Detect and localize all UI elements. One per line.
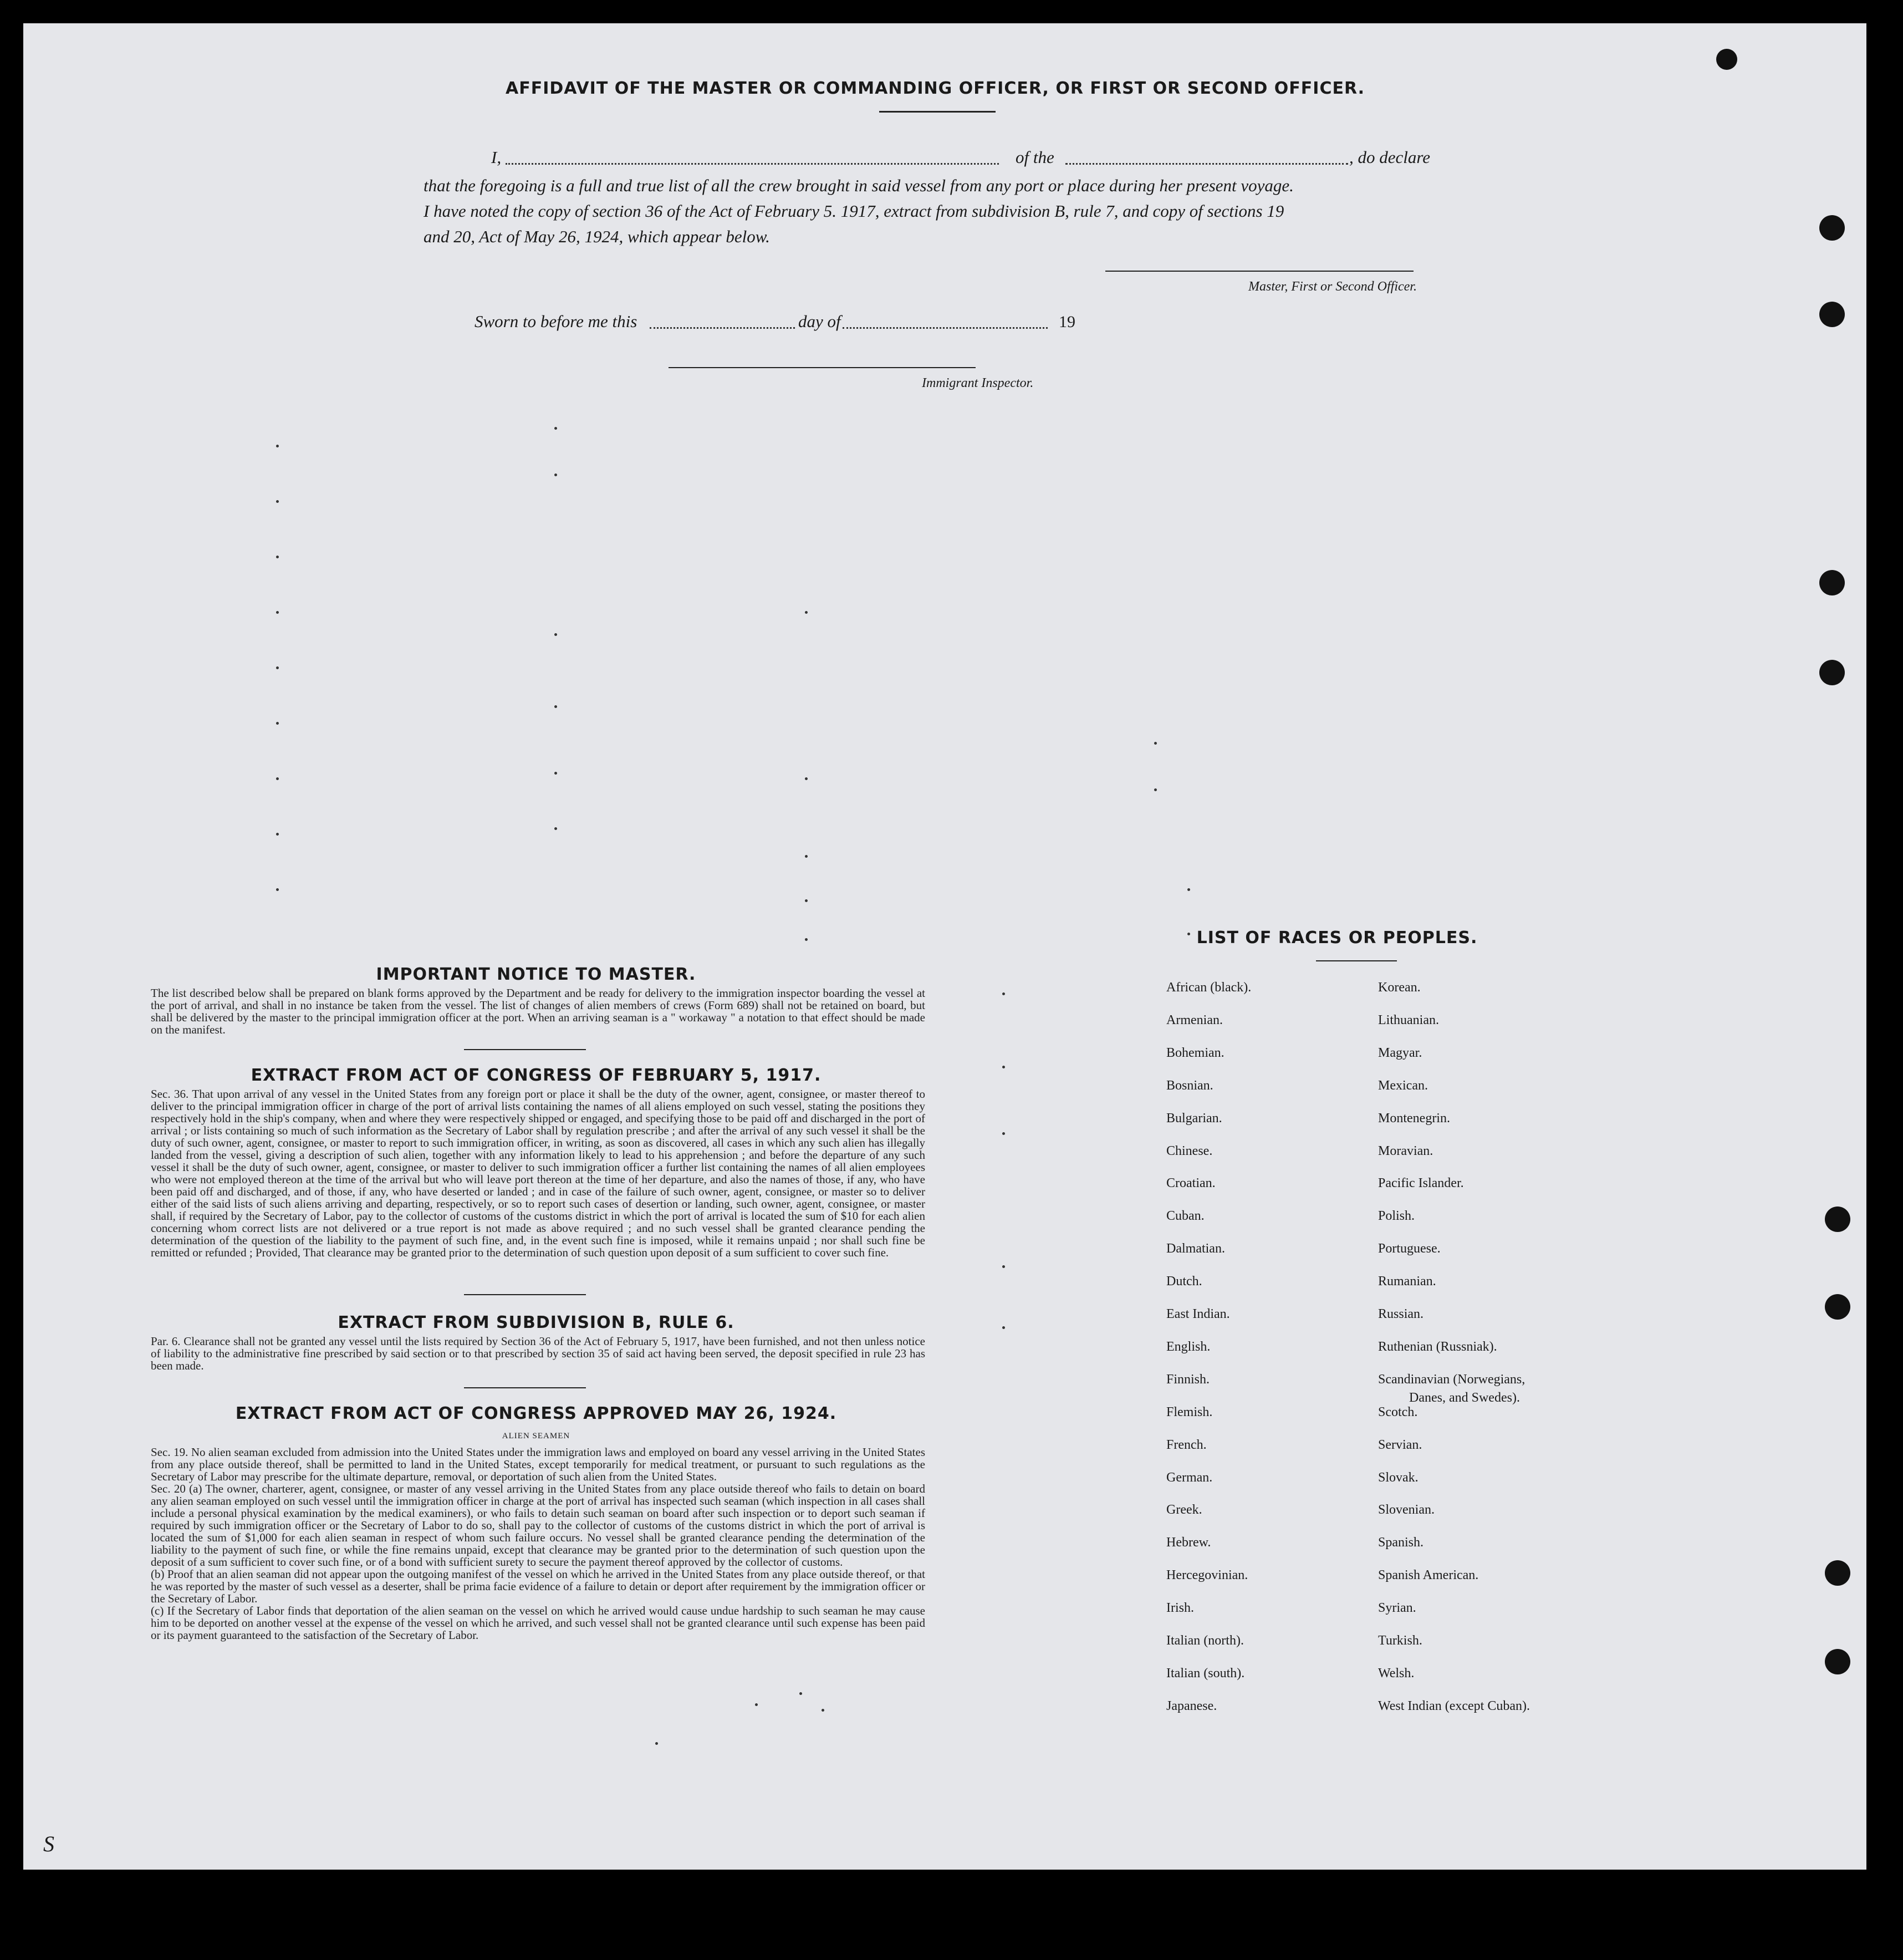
extract-rule-text: Par. 6. Clearance shall not be granted any vessel until the lists required by Section 36 of the Act of February 5, 1917, have been furnished, and not then unless notice of liability to the administrative fine prescribed by said section or to that prescribed by section 35 of said act having been served, the deposit specified in rule 23 has been made. [151,1335,925,1372]
inspector-signature-line[interactable] [669,367,976,368]
scan-speck [655,1742,658,1745]
scan-speck [276,611,279,614]
extract-rule-title: EXTRACT FROM SUBDIVISION B, RULE 6. [338,1313,734,1332]
race-item: Scotch. [1378,1404,1418,1419]
race-item: Japanese. [1166,1698,1217,1713]
scan-speck [799,1692,802,1695]
punch-hole-icon [1825,1649,1850,1674]
race-item: Polish. [1378,1209,1415,1224]
inspector-caption: Immigrant Inspector. [922,376,1034,390]
sworn-month-line[interactable] [843,327,1048,329]
punch-hole-icon [1825,1206,1850,1232]
race-item: Spanish. [1378,1535,1424,1550]
scan-speck [276,777,279,780]
race-item: Spanish American. [1378,1568,1479,1583]
race-item: Rumanian. [1378,1274,1436,1289]
race-item: Italian (north). [1166,1633,1244,1648]
race-item: Chinese. [1166,1143,1213,1158]
notice-divider [464,1049,586,1050]
scan-speck [1154,742,1157,745]
scan-speck [554,474,557,476]
sworn-label: Sworn to before me this [475,312,637,331]
punch-hole-icon [1825,1560,1850,1586]
extract-1924-body [151,1446,925,1641]
scan-speck [1002,1132,1005,1135]
race-item: Lithuanian. [1378,1012,1439,1027]
scan-speck [1002,1265,1005,1268]
race-item: Korean. [1378,980,1421,995]
races-title: LIST OF RACES OR PEOPLES. [1196,928,1478,948]
race-item: Syrian. [1378,1601,1416,1616]
scan-speck [805,938,808,941]
race-item: Bosnian. [1166,1078,1213,1093]
punch-hole-icon [1825,1294,1850,1320]
extract-1917-divider [464,1294,586,1295]
scan-speck [554,705,557,708]
race-item: Hercegovinian. [1166,1568,1248,1583]
master-signature-caption: Master, First or Second Officer. [1248,279,1417,294]
sworn-day-line[interactable] [650,327,795,329]
race-item: Portuguese. [1378,1241,1441,1256]
scan-speck [554,427,557,430]
race-item: Magyar. [1378,1045,1422,1060]
race-item: Greek. [1166,1503,1202,1518]
title-underline [879,111,996,113]
scan-speck [822,1709,824,1712]
race-item: Dalmatian. [1166,1241,1225,1256]
scan-speck [805,899,808,902]
scan-speck [554,772,557,775]
vessel-name-line[interactable] [1065,163,1348,165]
race-item: Russian. [1378,1307,1424,1321]
scan-speck [755,1703,758,1706]
race-item: Armenian. [1166,1012,1223,1027]
affidavit-of-the-label: of the [1016,147,1054,167]
scan-speck [805,777,808,780]
punch-hole-icon [1819,570,1845,595]
race-item: Pacific Islander. [1378,1176,1464,1191]
extract-1917-text: Sec. 36. That upon arrival of any vessel in the United States from any foreign port or place it shall be the duty of the owner, agent, consignee, or master thereof to deliver to the principal immigration officer in charge of the port of arrival lists containing the names of all aliens employed on such vessel, stating the positions they respectively hold in the ship's company, when and where they were respectively shipped or engaged, and specifying those to be paid off and discharged in the port of arrival ; or lists containing so much of such information as the Secretary of Labor shall by regulation prescribe ; and after the arrival of any such vessel it shall be the duty of such owner, agent, consignee, or master to report to such immigration officer, in writing, as soon as discovered, all cases in which any such alien has illegally landed from the vessel, giving a description of such alien, together with any information likely to lead to his apprehension ; and before the departure of any such vessel it shall be the duty of such owner, agent, consignee, or master to deliver to such immigration officer a further list containing the names of all alien employees who were not employed thereon at the time of the arrival but who will leave port thereon at the time of her departure, and also the names of those, if any, who have been paid off and discharged, and of those, if any, who have deserted or landed ; and in case of the failure of such owner, agent, consignee, or master so to deliver either of the said lists of such aliens arriving and departing, respectively, or so to report such cases of desertion or landing, such owner, agent, consignee, or master shall, if required by the Secretary of Labor, pay to the collector of customs of the customs district in which the port of arrival is located the sum of $10 for each alien concerning whom correct lists are not delivered or a true report is not made as above required ; and no such vessel shall be granted clearance pending the determination of the question of the liability to the payment of such fine, and, in the event such fine is imposed, while it remains unpaid ; nor shall such fine be remitted or refunded ; Provided, That clearance may be granted prior to the determination of such question upon deposit of a sum sufficient to cover such fine. [151,1087,925,1259]
sec20c-text: (c) If the Secretary of Labor finds that deportation of the alien seaman on the vessel on which he arrived would cause undue hardship to such seaman he may cause him to be deported on another vessel at the expense of the vessel on which he arrived, and such vessel shall not be granted clearance until such expense has been paid or its payment guaranteed to the satisfaction of the Secretary of Labor. [151,1604,925,1642]
race-item: Irish. [1166,1601,1194,1616]
master-signature-line[interactable] [1105,271,1414,272]
race-item: Finnish. [1166,1372,1210,1387]
scan-speck [276,833,279,836]
race-item: Moravian. [1378,1143,1433,1158]
scan-speck [1187,933,1190,935]
race-item: Scandinavian (Norwegians, [1378,1372,1526,1387]
notice-text: The list described below shall be prepared on blank forms approved by the Department and be ready for delivery to the immigration inspector boarding the vessel at the port of arrival, and shall in no instance be taken from the vessel. The list of changes of alien members of crews (Form 689) shall not be retained on board, but shall be delivered by the master to the principal immigration officer at the port. When an arriving seaman is a " workaway " a notation to that effect should be made on the manifest. [151,986,925,1036]
race-item: Flemish. [1166,1404,1213,1419]
race-item: African (black). [1166,980,1252,995]
affidavit-declare-label: , do declare [1349,147,1431,167]
affidavit-title: AFFIDAVIT OF THE MASTER OR COMMANDING OFFICER, OR FIRST OR SECOND OFFICER. [505,79,1365,98]
extract-1924-title: EXTRACT FROM ACT OF CONGRESS APPROVED MAY 26, 1924. [235,1404,837,1423]
race-item: West Indian (except Cuban). [1378,1698,1530,1713]
race-item: Slovak. [1378,1470,1419,1485]
scan-speck [276,666,279,669]
race-item: French. [1166,1437,1207,1452]
affidavit-line-3: I have noted the copy of section 36 of the Act of February 5. 1917, extract from subdivision B, rule 7, and copy of sections 19 [424,201,1284,221]
scan-speck [1187,888,1190,891]
scan-speck [1002,1326,1005,1329]
race-item: German. [1166,1470,1213,1485]
race-item: Welsh. [1378,1666,1415,1681]
sec19-text: Sec. 19. No alien seaman excluded from admission into the United States under the immigration laws and employed on board any vessel arriving in the United States from any place outside thereof, shall be permitted to land in the United States, except temporarily for medical treatment, or pursuant to such regulations as the Secretary of Labor may prescribe for the ultimate departure, removal, or deportation of such alien from the United States. [151,1445,925,1483]
notice-title: IMPORTANT NOTICE TO MASTER. [376,965,696,984]
affidavit-i-label: I, [491,147,502,167]
scan-speck [554,827,557,830]
race-item: Cuban. [1166,1209,1205,1224]
form-page [23,23,1866,1870]
race-item: English. [1166,1339,1211,1354]
scan-speck [805,611,808,614]
race-item: Mexican. [1378,1078,1428,1093]
race-item: Italian (south). [1166,1666,1245,1681]
affidavit-line-2: that the foregoing is a full and true list of all the crew brought in said vessel from any port or place during her present voyage. [424,176,1294,195]
race-item: Ruthenian (Russniak). [1378,1339,1497,1354]
scan-speck [1154,788,1157,791]
scan-speck [1002,1066,1005,1068]
race-item: Montenegrin. [1378,1111,1450,1126]
sec20a-text: Sec. 20 (a) The owner, charterer, agent, consignee, or master of any vessel arriving in the United States from any place outside thereof who fails to detain on board any alien seaman employed on such vessel until the immigration officer in charge at the port of arrival has inspected such seaman (which inspection in all cases shall include a personal physical examination by the medical examiners), or who fails to detain such seaman on board after such inspection or to deport such seaman if required by such immigration officer or the Secretary of Labor to do so, shall pay to the collector of customs of the customs district in which the port of arrival is located the sum of $1,000 for each alien seaman in respect of whom such failure occurs. No vessel shall be granted clearance pending the determination of the liability to the payment of such fine, or while the fine remains unpaid, except that clearance may be granted prior to the determination of such question upon the deposit of a sum sufficient to cover such fine, or of a bond with sufficient surety to secure the payment thereof approved by the collector of customs. [151,1482,925,1569]
race-item: Slovenian. [1378,1503,1435,1518]
race-item: Dutch. [1166,1274,1202,1289]
year-label: 19 [1059,313,1075,331]
race-item: Croatian. [1166,1176,1216,1191]
race-scandinavian-cont: Danes, and Swedes). [1409,1391,1520,1405]
race-item: Turkish. [1378,1633,1422,1648]
alien-seamen-heading: ALIEN SEAMEN [502,1432,570,1440]
affidavit-body [424,173,1475,250]
punch-hole-icon [1819,215,1845,241]
scan-speck [805,855,808,858]
scan-speck [276,500,279,503]
race-item: East Indian. [1166,1307,1230,1321]
sec20b-text: (b) Proof that an alien seaman did not appear upon the outgoing manifest of the vessel on which he arrived in the United States from any place outside thereof, or that he was reported by the master of such vessel as a deserter, shall be prima facie evidence of a failure to detain or deport after requirement by the immigration officer or the Secretary of Labor. [151,1567,925,1605]
race-item: Bulgarian. [1166,1111,1222,1126]
scan-speck [276,722,279,725]
race-item: Bohemian. [1166,1045,1225,1060]
day-of-label: day of [798,312,841,331]
extract-rule-divider [464,1387,586,1388]
scan-speck [276,888,279,891]
race-item: Hebrew. [1166,1535,1211,1550]
extract-1917-title: EXTRACT FROM ACT OF CONGRESS OF FEBRUARY 5, 1917. [251,1066,822,1085]
scan-speck [1002,992,1005,995]
scan-speck [276,556,279,558]
scan-speck [276,445,279,447]
races-title-underline [1316,960,1397,961]
punch-hole-icon [1819,302,1845,327]
master-name-line[interactable] [506,163,999,165]
punch-hole-icon [1716,49,1737,70]
affidavit-line-4: and 20, Act of May 26, 1924, which appear below. [424,227,770,246]
race-item: Servian. [1378,1437,1422,1452]
punch-hole-icon [1819,660,1845,685]
margin-mark: S [43,1831,54,1856]
scan-speck [554,633,557,636]
